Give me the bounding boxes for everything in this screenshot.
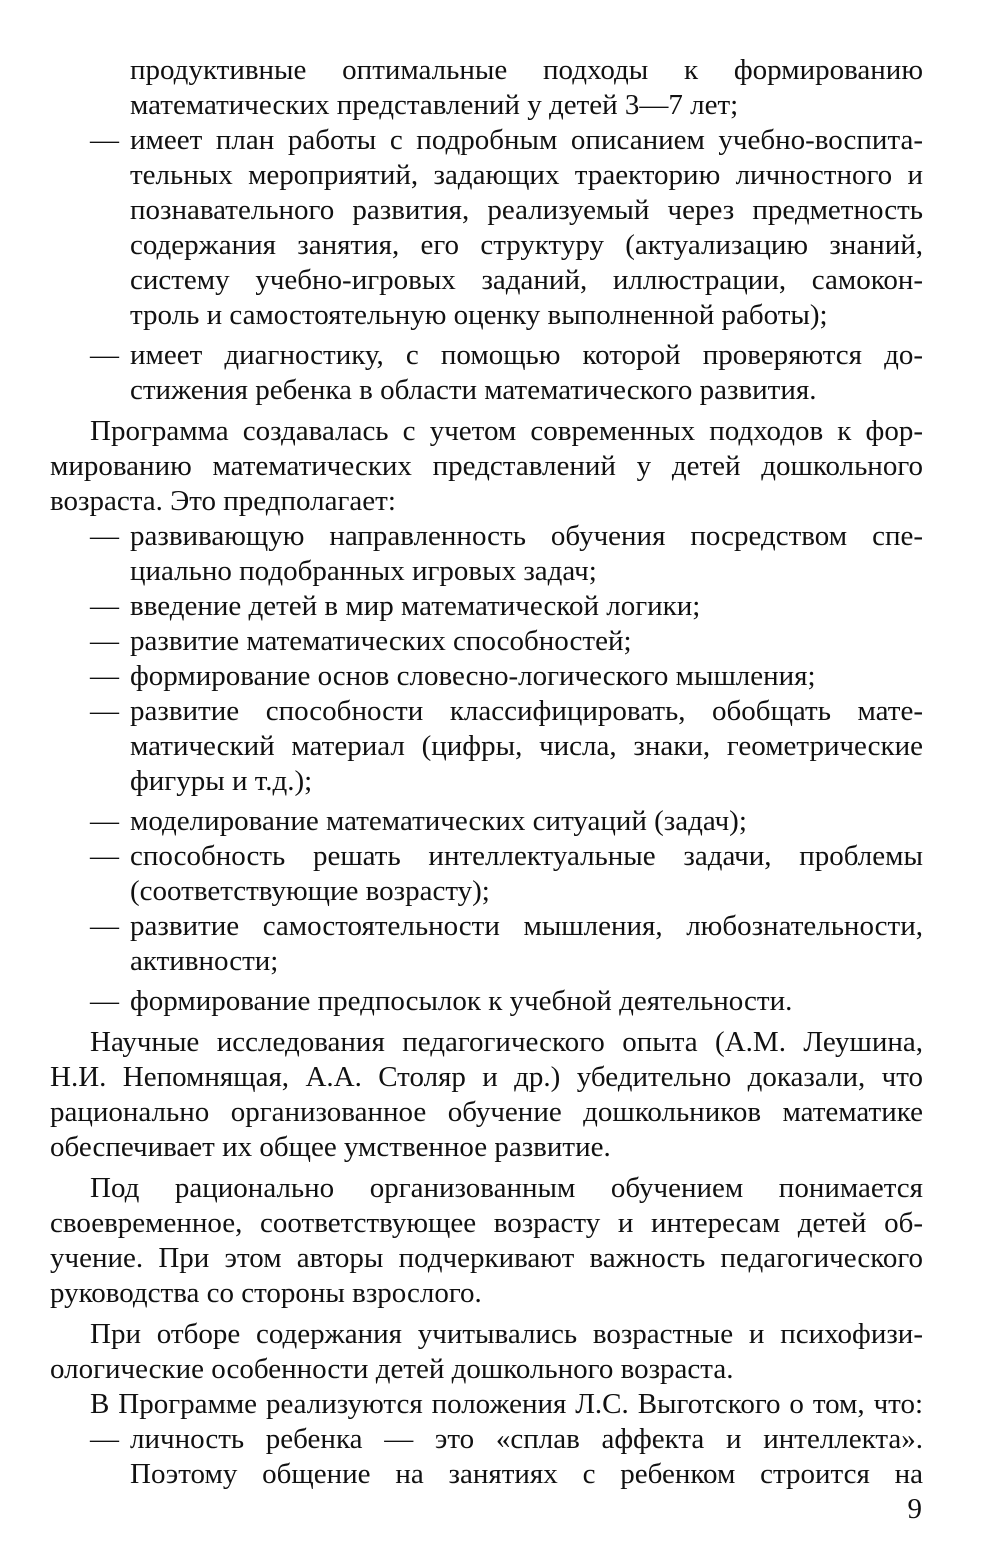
- text-line: введение детей в мир математической логики;: [130, 590, 701, 622]
- list-dash: —: [90, 339, 119, 371]
- page-number: 9: [907, 1493, 922, 1525]
- list-dash: —: [90, 985, 119, 1017]
- text-line: познавательного развития, реализуемый через предметность: [130, 194, 923, 226]
- text-line: Под рационально организованным обучением понимается: [90, 1172, 923, 1204]
- list-dash: —: [90, 625, 119, 657]
- text-line: имеет диагностику, с помощью которой проверяются до-: [130, 339, 923, 371]
- text-line: тельных мероприятий, задающих траекторию личностного и: [130, 159, 923, 191]
- text-line: развитие способности классифицировать, обобщать мате-: [130, 695, 923, 727]
- text-line: формирование предпосылок к учебной деятельности.: [130, 985, 793, 1017]
- text-line: систему учебно-игровых заданий, иллюстрации, самокон-: [130, 264, 923, 296]
- text-line: Программа создавалась с учетом современных подходов к фор-: [90, 415, 923, 447]
- text-line: развитие математических способностей;: [130, 625, 632, 657]
- text-line: моделирование математических ситуаций (задач);: [130, 805, 747, 837]
- text-line: циально подобранных игровых задач;: [130, 555, 597, 587]
- text-line: активности;: [130, 945, 279, 977]
- text-line: троль и самостоятельную оценку выполненной работы);: [130, 299, 828, 331]
- list-dash: —: [90, 520, 119, 552]
- text-line: матический материал (цифры, числа, знаки, геометрические: [130, 730, 923, 762]
- list-dash: —: [90, 124, 119, 156]
- text-line: стижения ребенка в области математического развития.: [130, 374, 817, 406]
- text-line: руководства со стороны взрослого.: [50, 1277, 482, 1309]
- list-dash: —: [90, 1423, 119, 1455]
- text-line: рационально организованное обучение дошкольников математике: [50, 1096, 923, 1128]
- text-line: фигуры и т.д.);: [130, 765, 313, 797]
- text-line: ологические особенности детей дошкольного возраста.: [50, 1353, 734, 1385]
- text-line: учение. При этом авторы подчеркивают важность педагогического: [50, 1242, 923, 1274]
- text-line: Поэтому общение на занятиях с ребенком строится на: [130, 1458, 923, 1490]
- text-line: формирование основ словесно-логического мышления;: [130, 660, 816, 692]
- text-line: (соответствующие возрасту);: [130, 875, 490, 907]
- text-line: Н.И. Непомнящая, А.А. Столяр и др.) убедительно доказали, что: [50, 1061, 923, 1093]
- list-dash: —: [90, 590, 119, 622]
- list-dash: —: [90, 910, 119, 942]
- text-line: личность ребенка — это «сплав аффекта и интеллекта».: [130, 1423, 923, 1455]
- text-line: Научные исследования педагогического опыта (А.М. Леушина,: [90, 1026, 923, 1058]
- text-line: содержания занятия, его структуру (актуализацию знаний,: [130, 229, 923, 261]
- text-line: своевременное, соответствующее возрасту и интересам детей об-: [50, 1207, 923, 1239]
- text-line: способность решать интеллектуальные задачи, проблемы: [130, 840, 923, 872]
- text-line: математических представлений у детей 3—7 лет;: [130, 89, 739, 121]
- list-dash: —: [90, 695, 119, 727]
- text-line: развивающую направленность обучения посредством спе-: [130, 520, 923, 552]
- text-line: продуктивные оптимальные подходы к формированию: [130, 54, 923, 86]
- text-line: мированию математических представлений у детей дошкольного: [50, 450, 923, 482]
- text-line: возраста. Это предполагает:: [50, 485, 396, 517]
- list-dash: —: [90, 805, 119, 837]
- text-line: При отборе содержания учитывались возрастные и психофизи-: [90, 1318, 923, 1350]
- text-line: В Программе реализуются положения Л.С. Выготского о том, что:: [90, 1388, 923, 1420]
- list-dash: —: [90, 660, 119, 692]
- text-line: развитие самостоятельности мышления, любознательности,: [130, 910, 923, 942]
- list-dash: —: [90, 840, 119, 872]
- text-line: обеспечивает их общее умственное развитие.: [50, 1131, 611, 1163]
- text-line: имеет план работы с подробным описанием учебно-воспита-: [130, 124, 923, 156]
